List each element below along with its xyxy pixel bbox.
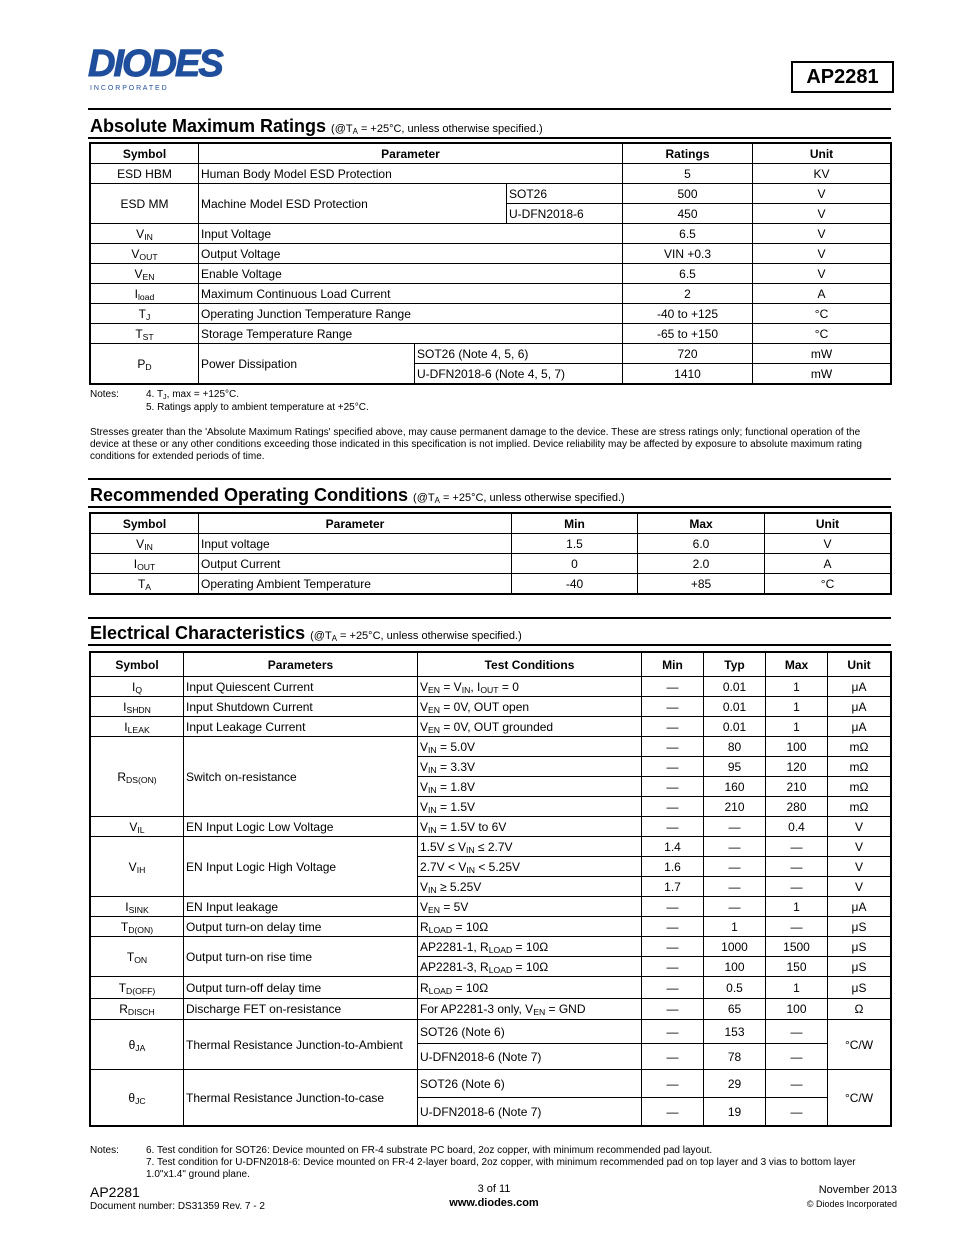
table-row: $V_{EN}$ Enable Voltage 6.5 V: [91, 264, 891, 284]
roc-section-title: Recommended Operating Conditions ($@T_A = +25^\circ C$, unless otherwise specified.): [90, 485, 625, 505]
logo-wordmark: DIODES: [88, 44, 222, 85]
amr-note-5: 5. Ratings apply to ambient temperature at +25°C.: [146, 402, 369, 413]
roc-table: [90, 513, 891, 594]
col-symbol: Symbol: [91, 144, 199, 164]
roc-top-divider: [88, 478, 891, 480]
ec-notes-label: Notes:: [90, 1145, 119, 1156]
table-row: ESD HBM Human Body Model ESD Protection 5 KV: [91, 164, 891, 184]
diodes-logo: [88, 44, 260, 92]
ec-note-6: 6. Test condition for SOT26: Device mounted on FR-4 substrate PC board, 2oz copper, with minimum recommended pad layout.: [146, 1145, 713, 1156]
table-header-row: Symbol Parameter Min Max Unit: [91, 514, 891, 534]
table-row: $V_{OUT}$ Output Voltage VIN +0.3 V: [91, 244, 891, 264]
table-row: U-DFN2018-6 (Note 7) — 78 —: [91, 1044, 891, 1070]
table-row: $\theta_{JA}$ Thermal Resistance Junction-to-Ambient SOT26 (Note 6) — 153 — °C/W: [91, 1020, 891, 1044]
table-row: U-DFN2018-6 (Note 4, 5, 7) 1410 mW: [91, 364, 891, 384]
table-row: $V_{IN} = 1.5V$ — 210 280 mΩ: [91, 797, 891, 817]
amr-divider: [88, 137, 891, 139]
col-parameter: Parameter: [199, 144, 623, 164]
logo-subtitle: I N C O R P O R A T E D: [90, 85, 167, 92]
table-row: $T_{D(OFF)}$ Output turn-off delay time $R_{LOAD} = 10\Omega$ — 0.5 1 μS: [91, 977, 891, 999]
footer-docnum: Document number: DS31359 Rev. 7 - 2: [90, 1201, 265, 1212]
table-row: $P_D$ Power Dissipation SOT26 (Note 4, 5, 6) 720 mW: [91, 344, 891, 364]
footer-date: November 2013: [818, 1184, 897, 1196]
table-row: $V_{IN} = 1.8V$ — 160 210 mΩ: [91, 777, 891, 797]
table-row: $V_{IN} = 3.3V$ — 95 120 mΩ: [91, 757, 891, 777]
ec-table: [90, 652, 891, 1126]
table-row: $\theta_{JC}$ Thermal Resistance Junction-to-case SOT26 (Note 6) — 29 — °C/W: [91, 1070, 891, 1098]
table-row: $V_{IN}$ Input Voltage 6.5 V: [91, 224, 891, 244]
footer-copyright: © Diodes Incorporated: [806, 1199, 897, 1209]
table-row: $I_{LEAK}$ Input Leakage Current $V_{EN} = 0V$, OUT grounded — 0.01 1 μA: [91, 717, 891, 737]
table-row: $I_{SINK}$ EN Input leakage $V_{EN} = 5V$ — — 1 μA: [91, 897, 891, 917]
table-row: $I_Q$ Input Quiescent Current $V_{EN} = V_{IN}$, $I_{OUT} = 0$ — 0.01 1 μA: [91, 677, 891, 697]
header-divider: [88, 108, 891, 110]
table-row: U-DFN2018-6 450 V: [91, 204, 891, 224]
table-row: $2.7V < V_{IN} < 5.25V$ 1.6 — — V: [91, 857, 891, 877]
footer-page: 3 of 11: [477, 1183, 511, 1195]
stress-paragraph: Stresses greater than the 'Absolute Maximum Ratings' specified above, may cause permanent damage to the device. These are stress ratings only; functional operation of the device at these or any other conditions exceeding those indicated in this specification is not implied. Device reliability may be affected by exposure to absolute maximum rating conditions for extended periods of time.: [90, 427, 862, 462]
table-row: $I_{SHDN}$ Input Shutdown Current $V_{EN} = 0V$, OUT open — 0.01 1 μA: [91, 697, 891, 717]
ec-section-title: Electrical Characteristics ($@T_A = +25^\circ C$, unless otherwise specified.): [90, 623, 522, 643]
ec-divider: [88, 644, 891, 646]
table-row: $V_{IN} \ge 5.25V$ 1.7 — — V: [91, 877, 891, 897]
amr-note-4: 4. $T_J$, max = +125°C.: [146, 389, 240, 401]
table-row: $V_{IH}$ EN Input Logic High Voltage $1.5V \le V_{IN} \le 2.7V$ 1.4 — — V: [91, 837, 891, 857]
table-row: $R_{DISCH}$ Discharge FET on-resistance For AP2281-3 only, $V_{EN}$ = GND — 65 100 Ω: [91, 999, 891, 1020]
table-row: $V_{IL}$ EN Input Logic Low Voltage $V_{IN} = 1.5V$ to 6V — — 0.4 V: [91, 817, 891, 837]
roc-divider: [88, 506, 891, 508]
table-row: $T_{ON}$ Output turn-on rise time AP2281-1, $R_{LOAD} = 10\Omega$ — 1000 1500 μS: [91, 937, 891, 957]
amr-section-title: Absolute Maximum Ratings ($@T_A = +25^\circ C$, unless otherwise specified.): [90, 116, 543, 136]
table-row: $I_{OUT}$ Output Current 0 2.0 A: [91, 554, 891, 574]
part-number-box: AP2281: [791, 61, 894, 93]
col-unit: Unit: [753, 144, 891, 164]
table-row: $T_J$ Operating Junction Temperature Range -40 to +125 °C: [91, 304, 891, 324]
col-ratings: Ratings: [623, 144, 753, 164]
table-row: $T_{ST}$ Storage Temperature Range -65 to +150 °C: [91, 324, 891, 344]
ec-top-divider: [88, 617, 891, 619]
table-row: U-DFN2018-6 (Note 7) — 19 —: [91, 1098, 891, 1126]
table-header-row: [91, 144, 891, 164]
amr-notes-label: Notes:: [90, 389, 119, 400]
table-row: $R_{DS(ON)}$ Switch on-resistance $V_{IN} = 5.0V$ — 80 100 mΩ: [91, 737, 891, 757]
table-row: $T_A$ Operating Ambient Temperature -40 +85 °C: [91, 574, 891, 594]
table-row: $I_{load}$ Maximum Continuous Load Current 2 A: [91, 284, 891, 304]
table-row: ESD MM Machine Model ESD Protection SOT26 500 V: [91, 184, 891, 204]
table-row: AP2281-3, $R_{LOAD} = 10\Omega$ — 100 150 μS: [91, 957, 891, 977]
table-row: $V_{IN}$ Input voltage 1.5 6.0 V: [91, 534, 891, 554]
amr-table: [90, 143, 891, 384]
footer-url[interactable]: www.diodes.com: [449, 1197, 539, 1209]
table-header-row: Symbol Parameters Test Conditions Min Typ Max Unit: [91, 653, 891, 677]
footer-part: AP2281: [90, 1184, 140, 1200]
ec-note-7: 7. Test condition for U-DFN2018-6: Device mounted on FR-4 2-layer board, 2oz copper, with minimum recommended pad on top layer and 3 vias to bottom layer 1.0"x1.4" ground plane.: [146, 1157, 856, 1180]
table-row: $T_{D(ON)}$ Output turn-on delay time $R_{LOAD} = 10\Omega$ — 1 — μS: [91, 917, 891, 937]
